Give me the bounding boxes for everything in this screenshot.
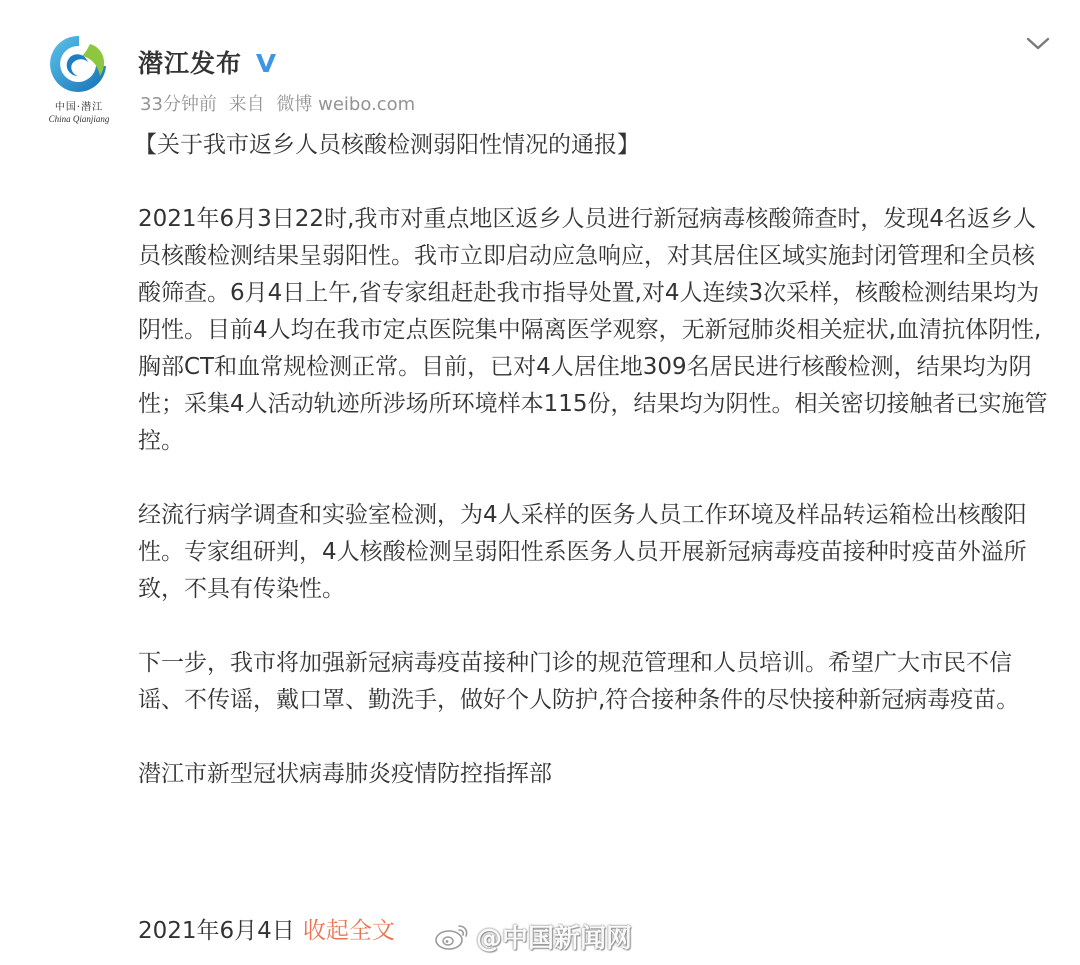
post-time[interactable]: 33分钟前 bbox=[140, 94, 217, 115]
source-prefix: 来自 bbox=[228, 94, 265, 115]
post-source[interactable]: 微博 weibo.com bbox=[276, 94, 416, 115]
author-name[interactable]: 潜江发布 bbox=[138, 49, 243, 78]
watermark-text: @中国新闻网 bbox=[476, 924, 633, 954]
weibo-logo-icon bbox=[434, 922, 470, 952]
author-row bbox=[138, 44, 278, 80]
verified-v-icon bbox=[254, 50, 278, 74]
avatar[interactable] bbox=[38, 30, 120, 130]
paragraph-1: 2021年6月3日22时,我市对重点地区返乡人员进行新冠病毒核酸筛查时，发现4名返乡人员核酸检测结果呈弱阳性。我市立即启动应急响应，对其居住区域实施封闭管理和全员核酸筛查。6月4日上午,省专家组赶赴我市指导处置,对4人连续3次采样，核酸检测结果均为阴性。目前4人均在我市定点医院集中隔离医学观察，无新冠肺炎相关症状,血清抗体阴性,胸部CT和血常规检测正常。目前，已对4人居住地309名居民进行核酸检测，结果均为阴性；采集4人活动轨迹所涉场所环境样本115份，结果均为阴性。相关密切接触者已实施管控。 bbox=[138, 206, 1048, 454]
post-date: 2021年6月4日 bbox=[138, 918, 295, 944]
chevron-down-icon[interactable] bbox=[1024, 34, 1052, 54]
qianjiang-logo-icon bbox=[38, 30, 120, 100]
paragraph-3: 下一步，我市将加强新冠病毒疫苗接种门诊的规范管理和人员培训。希望广大市民不信谣、不传谣，戴口罩、勤洗手，做好个人防护,符合接种条件的尽快接种新冠病毒疫苗。 bbox=[138, 650, 1020, 713]
post-meta bbox=[140, 90, 415, 116]
watermark bbox=[434, 918, 632, 955]
avatar-caption-en: China Qianjiang bbox=[48, 114, 110, 124]
signature: 潜江市新型冠状病毒肺炎疫情防控指挥部 bbox=[138, 761, 552, 787]
paragraph-2: 经流行病学调查和实验室检测，为4人采样的医务人员工作环境及样品转运箱检出核酸阳性。专家组研判，4人核酸检测呈弱阳性系医务人员开展新冠病毒疫苗接种时疫苗外溢所致，不具有传染性。 bbox=[138, 502, 1027, 602]
post-footer bbox=[138, 913, 395, 950]
post-content bbox=[134, 127, 1048, 793]
post-title: 【关于我市返乡人员核酸检测弱阳性情况的通报】 bbox=[134, 132, 640, 158]
collapse-button[interactable]: 收起全文 bbox=[302, 918, 395, 944]
avatar-caption-cn: 中国·潜江 bbox=[54, 102, 104, 113]
